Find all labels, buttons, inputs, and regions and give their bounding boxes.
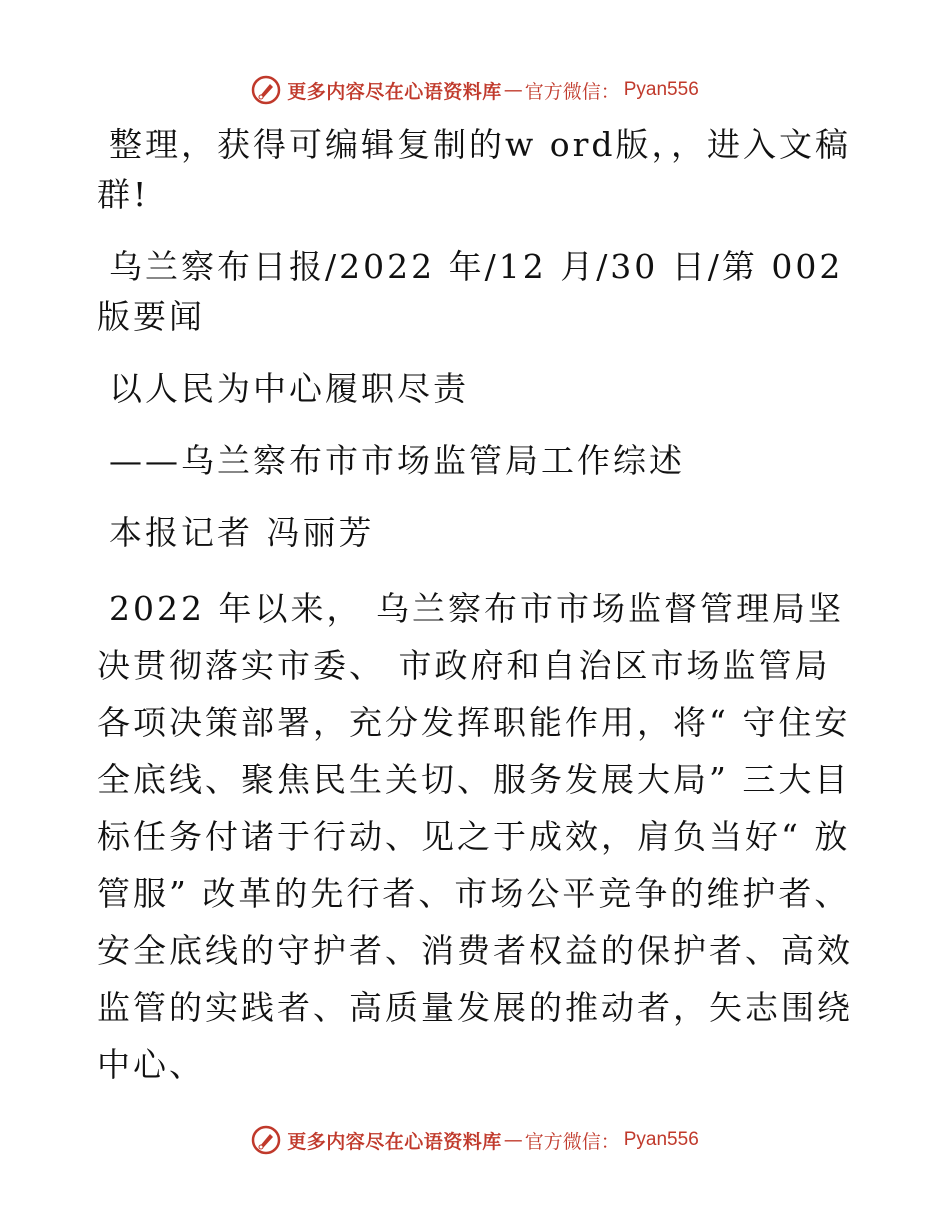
watermark-text: 更多内容尽在心语资料库 [287,80,502,103]
source-line: 乌兰察布日报/2022 年/12 月/30 日/第 002 版要闻 [97,247,844,336]
subheadline: ——乌兰察布市市场监管局工作综述 [109,441,685,480]
watermark-weixin-id: Pyan556 [623,79,699,100]
watermark-weixin-label: 官方微信： [524,1130,620,1153]
document-body [97,120,857,1093]
pen-circle-icon [251,75,281,105]
watermark-separator: — [503,1129,523,1151]
intro-paragraph: 整理，获得可编辑复制的w ord版，，进入文稿群! [97,125,852,214]
footer-watermark [0,1120,950,1160]
pen-circle-icon [251,1125,281,1155]
watermark-separator: — [503,79,523,101]
watermark-text: 更多内容尽在心语资料库 [287,1130,502,1153]
watermark-weixin-id: Pyan556 [623,1129,699,1150]
headline: 以人民为中心履职尽责 [109,369,469,408]
byline: 本报记者 冯丽芳 [109,513,375,552]
watermark-weixin-label: 官方微信： [524,80,620,103]
body-paragraph: 2022 年以来， 乌兰察布市市场监督管理局坚决贯彻落实市委、 市政府和自治区市场监管局各项决策部署，充分发挥职能作用，将“ 守住安全底线、聚焦民生关切、服务发展大局” 三大目标任务付诸于行动、见之于成效，肩负当好“ 放管服” 改革的先行者、市场公平竞争的维护者、安全底线的守护者、消费者权益的保护者、高效监管的实践者、高质量发展的推动者，矢志围绕中心、 [97,589,853,1084]
header-watermark [0,70,950,110]
